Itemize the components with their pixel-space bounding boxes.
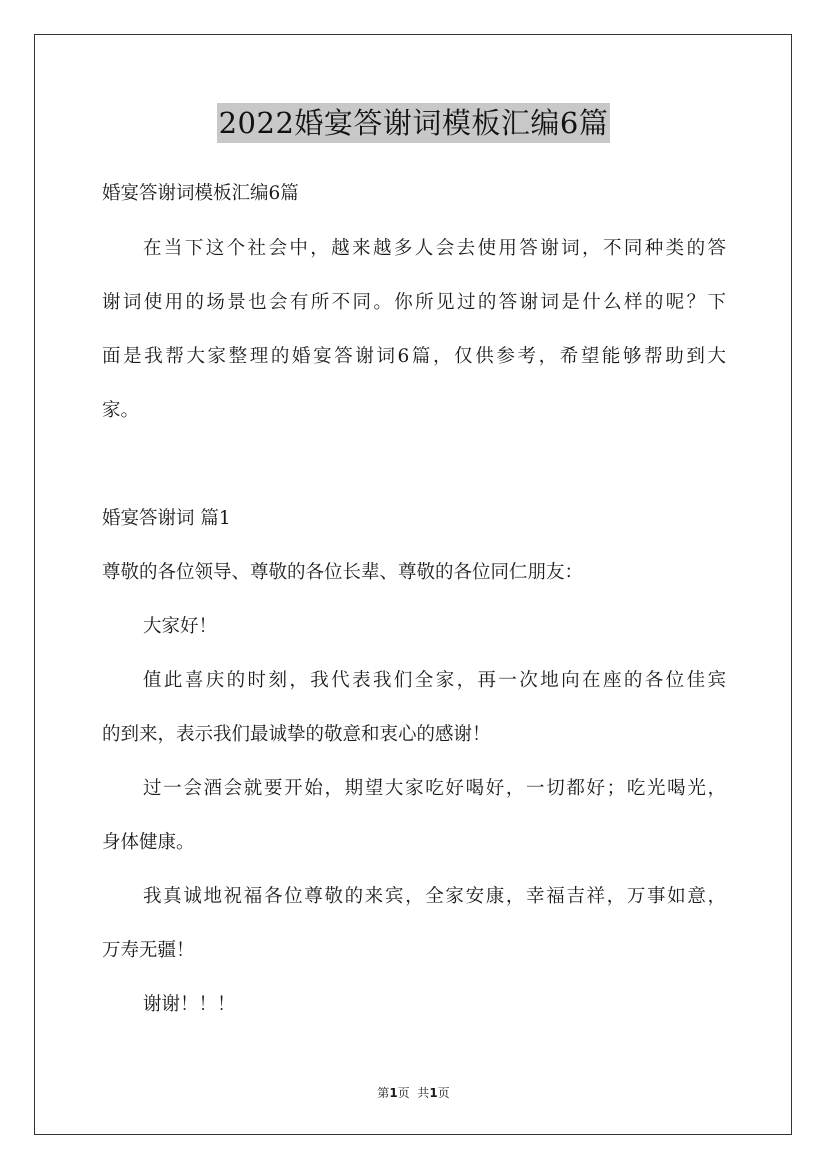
footer-page-suffix: 页: [437, 1086, 450, 1100]
salutation: 尊敬的各位领导、尊敬的各位长辈、尊敬的各位同仁朋友：: [102, 562, 584, 583]
intro-line-2: 谢词使用的场景也会有所不同。你所见过的答谢词是什么样的呢？下: [102, 292, 726, 313]
footer-page-prefix: 第: [377, 1086, 390, 1100]
intro-line-4: 家。: [102, 400, 140, 421]
para3-line-2: 万寿无疆！: [102, 940, 195, 961]
footer-page-current: 1: [389, 1086, 398, 1100]
document-subtitle: 婚宴答谢词模板汇编6篇: [102, 183, 299, 204]
para1-line-1: 值此喜庆的时刻，我代表我们全家，再一次地向在座的各位佳宾: [143, 670, 726, 691]
title-wrapper: [0, 103, 827, 143]
para2-line-2: 身体健康。: [102, 832, 195, 853]
intro-line-3: 面是我帮大家整理的婚宴答谢词6篇，仅供参考，希望能够帮助到大: [102, 346, 726, 367]
para1-line-2: 的到来，表示我们最诚挚的敬意和衷心的感谢！: [102, 724, 491, 745]
intro-line-1: 在当下这个社会中，越来越多人会去使用答谢词，不同种类的答: [143, 238, 726, 259]
page-footer: [0, 1085, 827, 1101]
footer-page-total: 1: [429, 1086, 438, 1100]
section-heading: 婚宴答谢词 篇1: [102, 508, 231, 529]
para3-line-1: 我真诚地祝福各位尊敬的来宾，全家安康，幸福吉祥，万事如意，: [143, 886, 726, 907]
para2-line-1: 过一会酒会就要开始，期望大家吃好喝好，一切都好；吃光喝光，: [143, 778, 726, 799]
greeting: 大家好！: [143, 616, 218, 637]
document-title: 2022婚宴答谢词模板汇编6篇: [217, 103, 611, 143]
footer-page-mid: 页 共: [397, 1086, 430, 1100]
closing: 谢谢！！！: [143, 994, 236, 1015]
